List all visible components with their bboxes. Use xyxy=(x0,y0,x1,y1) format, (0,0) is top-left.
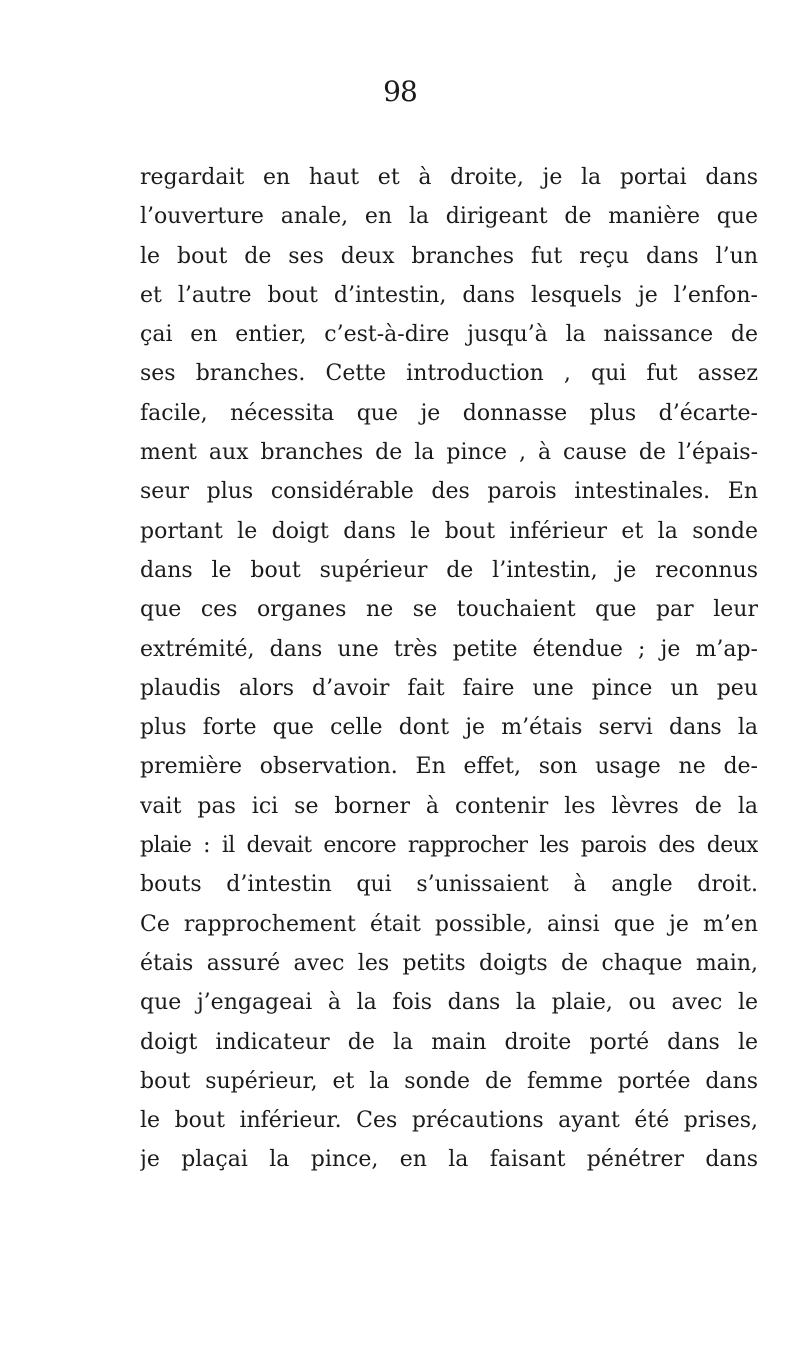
text-line: extrémité, dans une très petite étendue ; je m’ap- xyxy=(140,636,758,662)
text-line: bouts d’intestin qui s’unissaient à angle droit. xyxy=(140,872,758,898)
text-line: l’ouverture anale, en la dirigeant de manière que xyxy=(140,204,758,230)
text-line: que j’engageai à la fois dans la plaie, ou avec le xyxy=(140,990,758,1016)
text-line: ment aux branches de la pince , à cause de l’épais- xyxy=(140,440,758,466)
text-line: çai en entier, c’est-à-dire jusqu’à la naissance de xyxy=(140,322,758,348)
text-line: vait pas ici se borner à contenir les lèvres de la xyxy=(140,793,758,819)
text-line: dans le bout supérieur de l’intestin, je reconnus xyxy=(140,557,758,583)
text-line: facile, nécessita que je donnasse plus d’écarte- xyxy=(140,400,758,426)
text-line: je plaçai la pince, en la faisant pénétrer dans xyxy=(140,1147,758,1173)
text-line: regardait en haut et à droite, je la portai dans xyxy=(140,165,758,190)
body-text xyxy=(140,158,758,1180)
text-line: que ces organes ne se touchaient que par leur xyxy=(140,597,758,623)
page-number: 98 xyxy=(383,75,417,108)
text-line: première observation. En effet, son usage ne de- xyxy=(140,754,758,780)
text-line: et l’autre bout d’intestin, dans lesquels je l’enfon- xyxy=(140,282,758,308)
text-line: plaie : il devait encore rapprocher les parois des deux xyxy=(140,833,758,859)
text-line: le bout inférieur. Ces précautions ayant été prises, xyxy=(140,1108,758,1134)
text-line: seur plus considérable des parois intestinales. En xyxy=(140,479,758,505)
text-line: Ce rapprochement était possible, ainsi que je m’en xyxy=(140,911,758,937)
text-line: portant le doigt dans le bout inférieur et la sonde xyxy=(140,518,758,544)
text-line: doigt indicateur de la main droite porté dans le xyxy=(140,1029,758,1055)
text-line: bout supérieur, et la sonde de femme portée dans xyxy=(140,1068,758,1094)
text-line: étais assuré avec les petits doigts de chaque main, xyxy=(140,950,758,976)
text-line: plus forte que celle dont je m’étais servi dans la xyxy=(140,715,758,741)
text-line: le bout de ses deux branches fut reçu dans l’un xyxy=(140,243,758,269)
text-line: ses branches. Cette introduction , qui fut assez xyxy=(140,361,758,387)
text-line: plaudis alors d’avoir fait faire une pince un peu xyxy=(140,675,758,701)
